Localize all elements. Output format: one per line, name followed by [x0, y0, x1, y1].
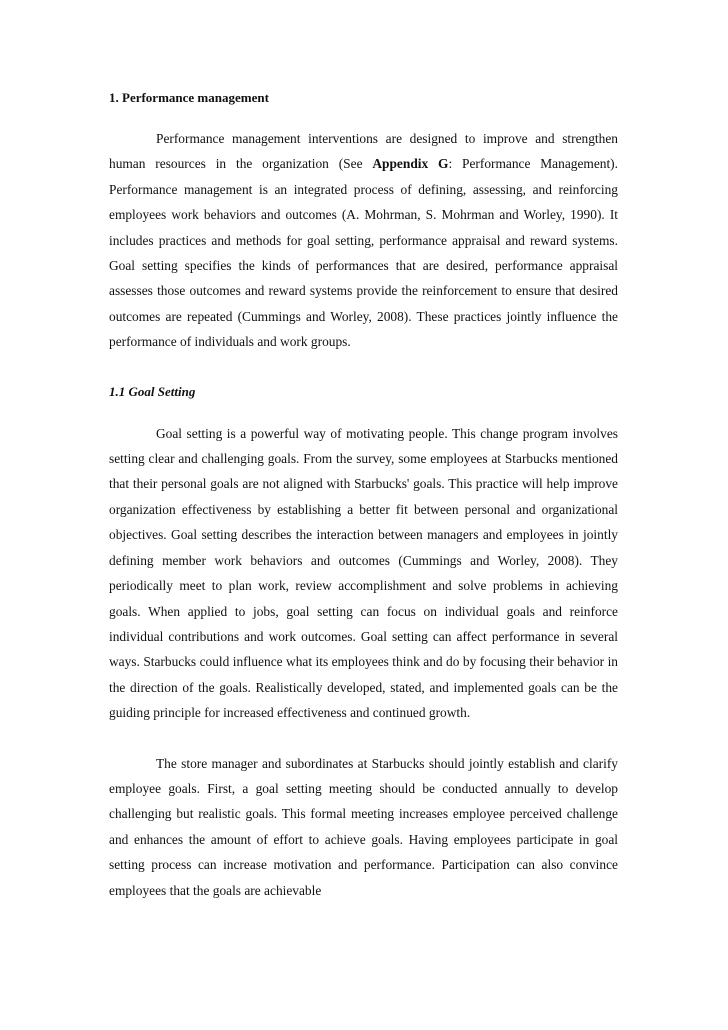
intro-paragraph	[109, 126, 618, 355]
section-heading: 1. Performance management	[109, 90, 269, 105]
goal-setting-paragraph-1: Goal setting is a powerful way of motivating people. This change program involves setting clear and challenging goals. From the survey, some employees at Starbucks mentioned that their personal goals are not aligned with Starbucks' goals. This practice will help improve organization effectiveness by establishing a better fit between personal and organizational objectives. Goal setting describes the interaction between managers and employees in jointly defining member work behaviors and outcomes (Cummings and Worley, 2008). They periodically meet to plan work, review accomplishment and solve problems in achieving goals. When applied to jobs, goal setting can focus on individual goals and reinforce individual contributions and work outcomes. Goal setting can affect performance in several ways. Starbucks could influence what its employees think and do by focusing their behavior in the direction of the goals. Realistically developed, stated, and implemented goals can be the guiding principle for increased effectiveness and continued growth.	[109, 425, 618, 721]
goal-setting-paragraph-2: The store manager and subordinates at Starbucks should jointly establish and clarify employee goals. First, a goal setting meeting should be conducted annually to develop challenging but realistic goals. This formal meeting increases employee perceived challenge and enhances the amount of effort to achieve goals. Having employees participate in goal setting process can increase motivation and performance. Participation can also convince employees that the goals are achievable	[109, 755, 618, 898]
intro-text-start: Performance management interventions are designed to improve and strengthen human resources in the organization (See	[109, 131, 618, 172]
intro-text-end: : Performance Management). Performance management is an integrated process of defining, assessing, and reinforcing employees work behaviors and outcomes (A. Mohrman, S. Mohrman and Worley, 1990). It includes practices and methods for goal setting, performance appraisal and reward systems. Goal setting specifies the kinds of performances that are desired, performance appraisal assesses those outcomes and reward systems provide the reinforcement to ensure that desired outcomes are repeated (Cummings and Worley, 2008). These practices jointly influence the performance of individuals and work groups.	[109, 156, 618, 350]
subsection-heading: 1.1 Goal Setting	[109, 383, 196, 399]
document-page	[109, 86, 618, 903]
appendix-reference: Appendix G	[372, 156, 449, 172]
